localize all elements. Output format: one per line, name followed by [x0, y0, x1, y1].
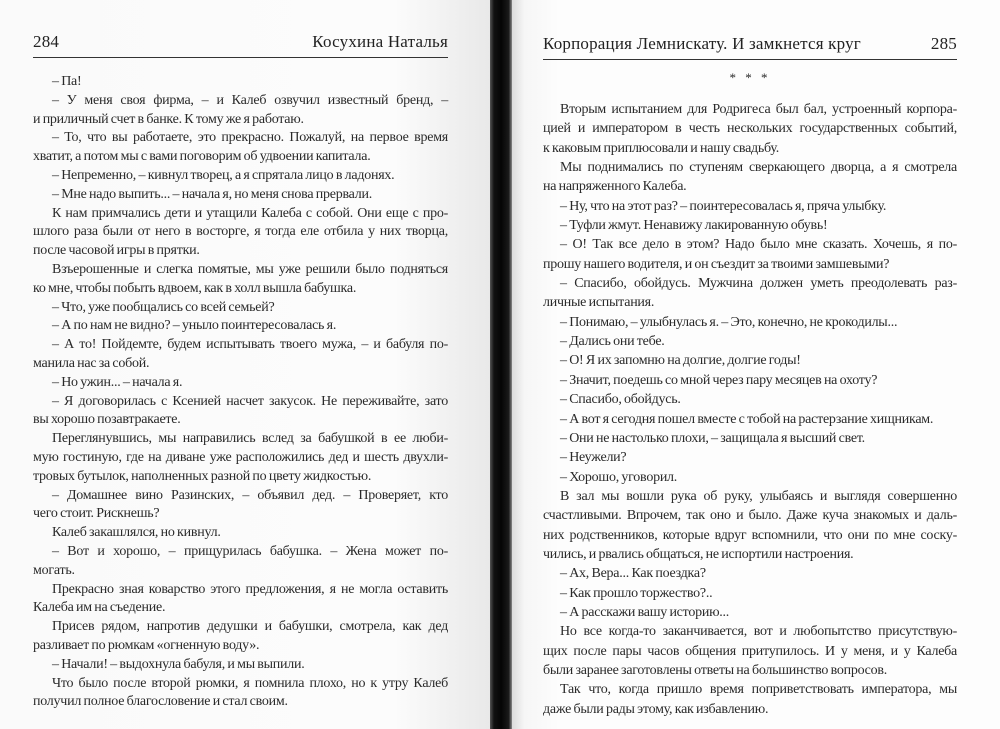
paragraph — [33, 186, 448, 205]
paragraph — [33, 675, 448, 713]
text-line: и приличный счет в банке. К тому же я работаю. — [33, 111, 304, 127]
text-line: на напряженного Калеба. — [543, 179, 687, 195]
paragraph — [543, 332, 957, 351]
text-line: к каковым приплюсовали и нашу свадьбу. — [543, 140, 779, 156]
paragraph — [33, 393, 448, 431]
text-line: – Вот и хорошо, – прищурилась бабушка. – Жена может по- — [52, 543, 448, 559]
paragraph — [33, 129, 448, 167]
right-page-text — [543, 100, 957, 719]
text-line: Взъерошенные и слегка помятые, мы уже решили было подняться — [52, 261, 448, 277]
text-line: мую гостиную, где на диване уже расположились дед и шесть двухли- — [33, 449, 448, 465]
text-line: даже были рады этому, как избавлению. — [543, 701, 769, 717]
text-line: шлого раза были от него в восторге, я тогда еле отбила у них творца, — [33, 224, 448, 240]
book-gutter — [490, 0, 512, 729]
text-line: чего стоит. Рискнешь? — [33, 506, 160, 522]
paragraph — [543, 584, 957, 603]
text-line: – Домашнее вино Разинских, – объявил дед. – Проверяет, кто — [52, 487, 448, 503]
text-line: – Дались они тебе. — [560, 334, 665, 350]
text-line: – Но ужин... – начала я. — [52, 374, 183, 390]
text-line: В зал мы вошли рука об руку, улыбаясь и выглядя совершенно — [560, 488, 957, 504]
paragraph — [33, 543, 448, 581]
right-page-number: 285 — [930, 34, 957, 53]
text-line: – Неужели? — [560, 450, 627, 466]
text-line: щих после пары часов общения притупилось. И у меня, и у Калеба — [543, 643, 957, 659]
text-line: Но все когда-то заканчивается, вот и любопытство присутствую- — [560, 624, 957, 640]
text-line: – А то! Пойдемте, будем испытывать твоего мужа, – и бабуля по- — [52, 337, 448, 353]
text-line: – У меня своя фирма, – и Калеб озвучил известный бренд, – — [52, 92, 448, 108]
paragraph — [543, 371, 957, 390]
paragraph — [543, 197, 957, 216]
text-line: были заранее заготовлены ответы на большинство вопросов. — [543, 662, 888, 678]
text-line: разливает по рюмкам «огненную воду». — [33, 637, 260, 653]
left-running-head: Косухина Наталья — [312, 32, 448, 51]
paragraph — [543, 448, 957, 467]
text-line: хватит, а потом мы с вами поговорим об удвоении капитала. — [33, 149, 371, 165]
text-line: чились, и рвались общаться, не испортили настроения. — [543, 546, 854, 562]
text-line: – Что, уже пообщались со всей семьей? — [52, 299, 275, 315]
paragraph — [33, 581, 448, 619]
text-line: – Я договорилась с Ксенией насчет закусок. Не переживайте, зато — [52, 393, 448, 409]
text-line: – Хорошо, уговорил. — [560, 469, 678, 485]
paragraph — [543, 390, 957, 409]
paragraph — [543, 410, 957, 429]
paragraph — [33, 524, 448, 543]
paragraph — [33, 299, 448, 318]
text-line: них родственников, которые вдруг вспомнили, что они по мне соску- — [543, 527, 957, 543]
paragraph — [543, 622, 957, 680]
paragraph — [33, 92, 448, 130]
paragraph — [33, 205, 448, 261]
text-line: счастливыми. Впрочем, так оно и было. Даже куча знакомых и даль- — [543, 508, 957, 524]
text-line: Что было после второй рюмки, я помнила плохо, но к утру Калеб — [52, 675, 448, 691]
text-line: – Спасибо, обойдусь. — [560, 392, 681, 408]
text-line: Присев рядом, напротив дедушки и бабушки, смотрела, как дед — [52, 619, 448, 635]
paragraph — [33, 487, 448, 525]
text-line: прошу нашего водителя, и он съездит за твоими замшевыми? — [543, 256, 890, 272]
text-line: – О! Я их запомню на долгие, долгие годы! — [560, 353, 801, 369]
paragraph — [543, 313, 957, 332]
text-line: – Как прошло торжество?.. — [560, 585, 713, 601]
right-header-rule — [543, 59, 957, 60]
text-line: – Непременно, – кивнул творец, а я спрятала лицо в ладонях. — [52, 167, 395, 183]
text-line: получил полное благословение и стал своим. — [33, 694, 288, 710]
paragraph — [543, 680, 957, 719]
paragraph — [543, 274, 957, 313]
text-line: – А по нам не видно? – уныло поинтересовалась я. — [52, 318, 337, 334]
text-line: могать. — [33, 562, 75, 578]
text-line: – Начали! – выдохнула бабуля, и мы выпили. — [52, 656, 305, 672]
paragraph — [543, 487, 957, 564]
paragraph — [33, 618, 448, 656]
text-line: – А расскажи вашу историю... — [560, 604, 730, 620]
paragraph — [543, 216, 957, 235]
paragraph — [543, 100, 957, 158]
text-line: – Понимаю, – улыбнулась я. – Это, конечно, не крокодилы... — [560, 314, 898, 330]
paragraph — [543, 603, 957, 622]
paragraph — [33, 73, 448, 92]
text-line: после часовой игры в прятки. — [33, 243, 200, 259]
paragraph — [33, 374, 448, 393]
left-header-rule — [33, 57, 448, 58]
text-line: Калеб закашлялся, но кивнул. — [52, 525, 221, 541]
text-line: ко мне, чтобы побыть вдвоем, как в холл вышла бабушка. — [33, 280, 357, 296]
text-line: К нам примчались дети и утащили Калеба с собой. Они еще с про- — [52, 205, 448, 221]
text-line: цией и императором в честь нескольких государственных событий, — [543, 121, 957, 137]
paragraph — [33, 167, 448, 186]
text-line: манила нас за собой. — [33, 355, 150, 371]
section-break: * * * — [729, 70, 771, 85]
text-line: – Па! — [52, 74, 82, 89]
paragraph — [33, 317, 448, 336]
paragraph — [543, 564, 957, 583]
text-line: Калеба им на съедение. — [33, 600, 166, 616]
paragraph — [33, 656, 448, 675]
paragraph — [543, 468, 957, 487]
paragraph — [543, 158, 957, 197]
text-line: – Мне надо выпить... – начала я, но меня снова прервали. — [52, 186, 372, 202]
text-line: тровых бутылок, наполненных разной по цвету жидкостью. — [33, 468, 372, 484]
paragraph — [33, 430, 448, 486]
text-line: – А вот я сегодня пошел вместе с тобой на растерзание хищникам. — [560, 411, 934, 427]
text-line: – Они не настолько плохи, – защищала я высший свет. — [560, 430, 865, 446]
text-line: Так что, когда пришло время поприветствовать императора, мы — [560, 682, 957, 698]
text-line: – Туфли жмут. Ненавижу лакированную обувь! — [560, 218, 828, 234]
text-line: Вторым испытанием для Родригеса был бал, устроенный корпора- — [560, 102, 957, 117]
paragraph — [33, 336, 448, 374]
text-line: Мы поднимались по ступеням сверкающего дворца, а я смотрела — [560, 160, 957, 176]
text-line: – Ах, Вера... Как поездка? — [560, 566, 706, 582]
paragraph — [33, 261, 448, 299]
text-line: – Ну, что на этот раз? – поинтересовалась я, пряча улыбку. — [560, 198, 887, 214]
right-running-head: Корпорация Лемнискату. И замкнется круг — [543, 34, 861, 53]
text-line: – О! Так все дело в этом? Надо было мне сказать. Хочешь, я по- — [560, 237, 957, 253]
text-line: вы хорошо позавтракаете. — [33, 412, 181, 428]
text-line: Переглянувшись, мы направились вслед за бабушкой в ее люби- — [52, 431, 448, 447]
paragraph — [543, 351, 957, 370]
paragraph — [543, 235, 957, 274]
text-line: Прекрасно зная коварство этого предложения, я не могла оставить — [52, 581, 448, 597]
paragraph — [543, 429, 957, 448]
text-line: – То, что вы работаете, это прекрасно. Пожалуй, на первое время — [52, 130, 448, 146]
text-line: – Значит, поедешь со мной через пару месяцев на охоту? — [560, 372, 878, 388]
text-line: личные испытания. — [543, 295, 655, 311]
text-line: – Спасибо, обойдусь. Мужчина должен уметь преодолевать раз- — [560, 276, 957, 292]
left-page-number: 284 — [33, 32, 60, 51]
left-page-text — [33, 73, 448, 712]
